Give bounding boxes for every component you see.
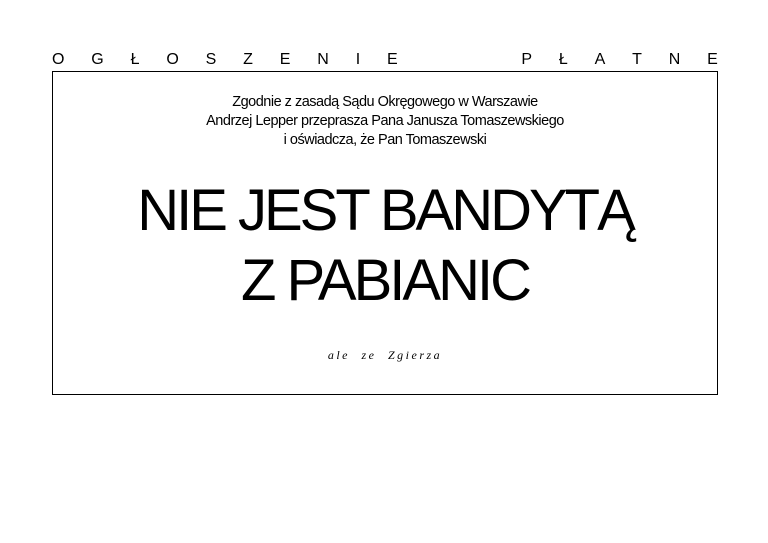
header-letter: G [91,51,104,68]
header-letter: O [166,51,179,68]
header-letter: A [594,51,606,68]
header-letter: N [317,51,329,68]
header-letter: E [707,51,718,68]
header-letter: P [521,51,533,68]
header-letter: O [52,51,65,68]
header-letter: N [668,51,681,68]
header-letter: I [355,51,361,68]
header-letter: Z [243,51,253,68]
intro-line: i oświadcza, że Pan Tomaszewski [283,132,487,148]
headline-line: Z PABIANIC [241,248,529,313]
header-letter: S [205,51,217,68]
header-letter: Ł [558,51,568,68]
intro-line: Zgodnie z zasadą Sądu Okręgowego w Warszawie [232,94,538,110]
apology-intro [53,93,717,150]
header-letter: E [387,51,398,68]
postscript-text: ale ze Zgierza [327,348,443,362]
announcement-box [52,71,718,395]
headline [53,176,717,316]
header-letter: Ł [130,51,140,68]
intro-line: Andrzej Lepper przeprasza Pana Janusza Tomaszewskiego [206,113,564,129]
header-letter: E [279,51,291,68]
ad-label-header [52,50,718,70]
header-letter: T [632,51,642,68]
headline-line: NIE JEST BANDYTĄ [137,178,633,243]
